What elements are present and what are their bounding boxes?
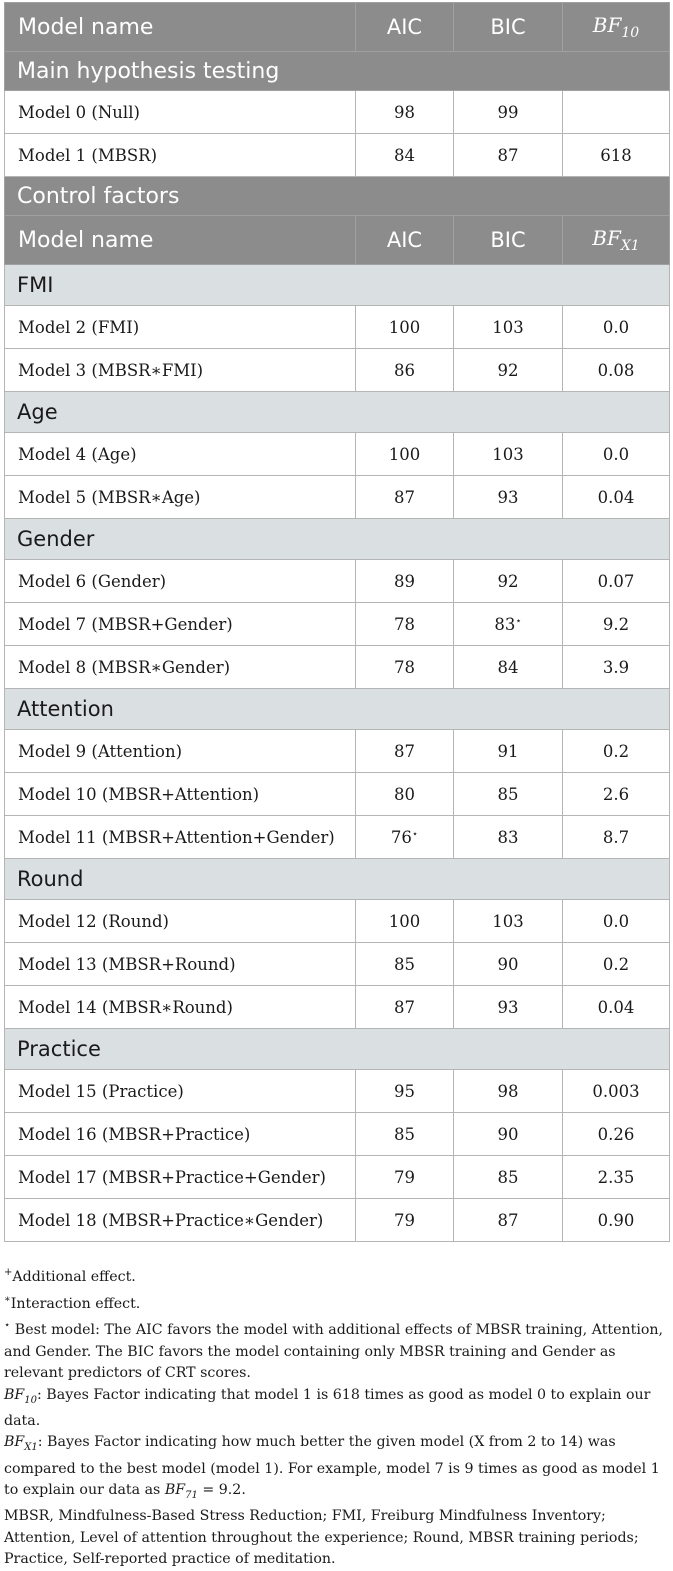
- bic-cell: 92: [454, 560, 563, 603]
- note-best-model: ⋆ Best model: The AIC favors the model with additional effects of MBSR training, Attention, and Gender. The BIC favors the model containing only MBSR training and Gender as relevant predictors of CRT scores.: [4, 1320, 664, 1381]
- aic-cell: 79: [356, 1199, 454, 1242]
- group-label: Practice: [5, 1029, 670, 1070]
- note-interaction: ∗Interaction effect.: [4, 1293, 141, 1312]
- bic-cell: 98: [454, 1070, 563, 1113]
- bic-cell: 87: [454, 1199, 563, 1242]
- aic-cell: 100: [356, 900, 454, 943]
- bf-cell: 0.26: [563, 1113, 670, 1156]
- table-row: [5, 646, 670, 689]
- note-abbreviations: MBSR, Mindfulness-Based Stress Reduction; FMI, Freiburg Mindfulness Inventory; Attention, Level of attention throughout the experience; Round, MBSR training periods; Practice, Self-reported practice of meditation.: [4, 1508, 639, 1568]
- header-bfx1: $BF_{X1}$: [563, 216, 670, 265]
- group-row-age: [5, 392, 670, 433]
- model-name-cell: Model 13 (MBSR+Round): [5, 943, 356, 986]
- bf-cell: [563, 91, 670, 134]
- bic-cell: 99: [454, 91, 563, 134]
- model-name-cell: Model 18 (MBSR+Practice∗Gender): [5, 1199, 356, 1242]
- bf-cell: 618: [563, 134, 670, 177]
- table-row: [5, 730, 670, 773]
- model-name-cell: Model 11 (MBSR+Attention+Gender): [5, 816, 356, 859]
- model-comparison-table: [4, 2, 670, 1242]
- model-name-cell: Model 14 (MBSR∗Round): [5, 986, 356, 1029]
- bf-cell: 0.90: [563, 1199, 670, 1242]
- bic-cell: 83: [454, 816, 563, 859]
- table-row: [5, 476, 670, 519]
- model-name-cell: Model 9 (Attention): [5, 730, 356, 773]
- table-row: [5, 603, 670, 646]
- header-aic: AIC: [356, 216, 454, 265]
- model-name-cell: Model 4 (Age): [5, 433, 356, 476]
- bf-cell: 2.6: [563, 773, 670, 816]
- bf-cell: 0.2: [563, 730, 670, 773]
- section-title: Main hypothesis testing: [5, 52, 670, 91]
- bf-cell: 8.7: [563, 816, 670, 859]
- model-name-cell: Model 7 (MBSR+Gender): [5, 603, 356, 646]
- bic-cell: 85: [454, 1156, 563, 1199]
- group-row-practice: [5, 1029, 670, 1070]
- group-label: Round: [5, 859, 670, 900]
- bic-cell: 92: [454, 349, 563, 392]
- bic-cell: 90: [454, 943, 563, 986]
- group-row-gender: [5, 519, 670, 560]
- group-label: Gender: [5, 519, 670, 560]
- model-name-cell: Model 10 (MBSR+Attention): [5, 773, 356, 816]
- table-row: [5, 943, 670, 986]
- table-header-row: [5, 216, 670, 265]
- bic-cell: 103: [454, 306, 563, 349]
- aic-cell: 95: [356, 1070, 454, 1113]
- group-row-round: [5, 859, 670, 900]
- aic-cell: 100: [356, 433, 454, 476]
- model-name-cell: Model 6 (Gender): [5, 560, 356, 603]
- bic-cell: 90: [454, 1113, 563, 1156]
- model-name-cell: Model 1 (MBSR): [5, 134, 356, 177]
- table-row: [5, 773, 670, 816]
- model-name-cell: Model 2 (FMI): [5, 306, 356, 349]
- bf-cell: 2.35: [563, 1156, 670, 1199]
- best-model-mark: ⋆: [515, 615, 522, 627]
- bic-cell: 103: [454, 900, 563, 943]
- model-name-cell: Model 15 (Practice): [5, 1070, 356, 1113]
- table-footnotes: [4, 1262, 666, 1571]
- table-row: [5, 306, 670, 349]
- group-label: Age: [5, 392, 670, 433]
- bf-cell: 0.0: [563, 900, 670, 943]
- model-name-cell: Model 3 (MBSR∗FMI): [5, 349, 356, 392]
- group-label: FMI: [5, 265, 670, 306]
- table-row: [5, 134, 670, 177]
- aic-cell: 79: [356, 1156, 454, 1199]
- bic-cell: 93: [454, 476, 563, 519]
- bf-cell: 0.04: [563, 476, 670, 519]
- aic-cell: 85: [356, 1113, 454, 1156]
- group-label: Attention: [5, 689, 670, 730]
- aic-cell: 78: [356, 603, 454, 646]
- aic-cell: 87: [356, 476, 454, 519]
- bf-cell: 9.2: [563, 603, 670, 646]
- header-bic: BIC: [454, 3, 563, 52]
- aic-cell: 98: [356, 91, 454, 134]
- table-row: [5, 349, 670, 392]
- model-name-cell: Model 17 (MBSR+Practice+Gender): [5, 1156, 356, 1199]
- header-model-name: Model name: [5, 216, 356, 265]
- bic-cell: 93: [454, 986, 563, 1029]
- bic-cell: 83⋆: [454, 603, 563, 646]
- best-model-mark: ⋆: [411, 828, 419, 840]
- aic-cell: 76⋆: [356, 816, 454, 859]
- bic-cell: 85: [454, 773, 563, 816]
- header-bf10: $BF_{10}$: [563, 3, 670, 52]
- note-additional: +Additional effect.: [4, 1267, 136, 1285]
- bic-cell: 91: [454, 730, 563, 773]
- aic-cell: 84: [356, 134, 454, 177]
- group-row-fmi: [5, 265, 670, 306]
- bf-cell: 0.0: [563, 306, 670, 349]
- aic-cell: 85: [356, 943, 454, 986]
- table-row: [5, 900, 670, 943]
- table-row: [5, 91, 670, 134]
- bf-cell: 3.9: [563, 646, 670, 689]
- aic-cell: 78: [356, 646, 454, 689]
- section-title: Control factors: [5, 177, 670, 216]
- aic-cell: 100: [356, 306, 454, 349]
- aic-cell: 80: [356, 773, 454, 816]
- bf-cell: 0.003: [563, 1070, 670, 1113]
- bic-cell: 84: [454, 646, 563, 689]
- section-main-hypothesis: [5, 52, 670, 91]
- model-name-cell: Model 16 (MBSR+Practice): [5, 1113, 356, 1156]
- header-aic: AIC: [356, 3, 454, 52]
- aic-cell: 86: [356, 349, 454, 392]
- table-row: [5, 1156, 670, 1199]
- table-row: [5, 1070, 670, 1113]
- note-bf10: $BF_{10}$: Bayes Factor indicating that model 1 is 618 times as good as model 0 to explain our data.: [4, 1386, 651, 1429]
- model-name-cell: Model 12 (Round): [5, 900, 356, 943]
- model-name-cell: Model 5 (MBSR∗Age): [5, 476, 356, 519]
- header-model-name: Model name: [5, 3, 356, 52]
- model-name-cell: Model 8 (MBSR∗Gender): [5, 646, 356, 689]
- note-bfx1: $BF_{X1}$: Bayes Factor indicating how much better the given model (X from 2 to 14) was compared to the best model (model 1). For example, model 7 is 9 times as good as model 1 to explain our data as $BF_{71} = 9.2$.: [4, 1434, 660, 1501]
- table-row: [5, 560, 670, 603]
- group-row-attention: [5, 689, 670, 730]
- aic-cell: 87: [356, 986, 454, 1029]
- table-row: [5, 1199, 670, 1242]
- bic-cell: 87: [454, 134, 563, 177]
- table-row: [5, 816, 670, 859]
- model-name-cell: Model 0 (Null): [5, 91, 356, 134]
- table-row: [5, 433, 670, 476]
- header-bic: BIC: [454, 216, 563, 265]
- bic-cell: 103: [454, 433, 563, 476]
- aic-cell: 87: [356, 730, 454, 773]
- table-header-row: [5, 3, 670, 52]
- bf-cell: 0.0: [563, 433, 670, 476]
- table-row: [5, 986, 670, 1029]
- bf-cell: 0.07: [563, 560, 670, 603]
- aic-cell: 89: [356, 560, 454, 603]
- table-row: [5, 1113, 670, 1156]
- section-control-factors: [5, 177, 670, 216]
- bf-cell: 0.08: [563, 349, 670, 392]
- bf-cell: 0.04: [563, 986, 670, 1029]
- bf-cell: 0.2: [563, 943, 670, 986]
